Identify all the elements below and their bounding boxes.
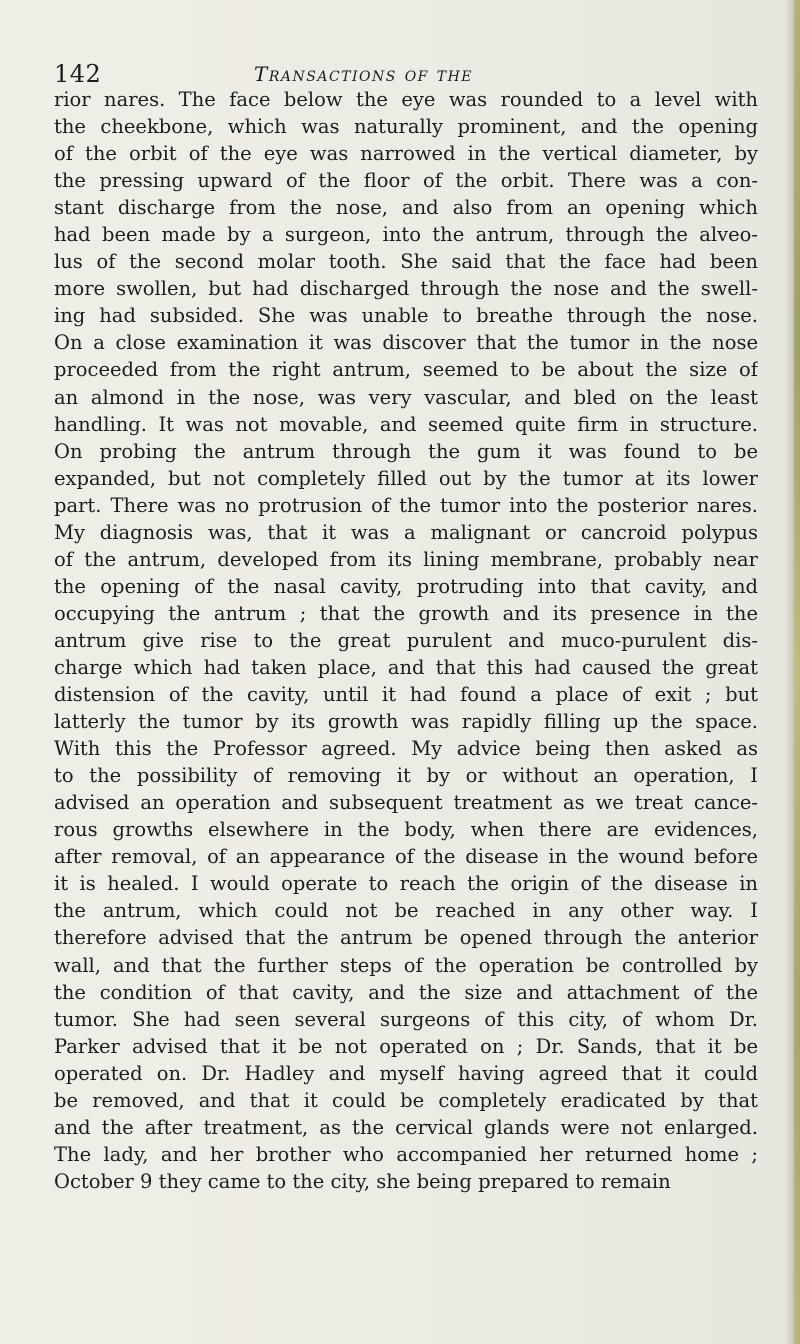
text-line: had been made by a surgeon, into the antrum, through the alveo- [54,223,758,247]
text-line: With this the Professor agreed. My advice being then asked as [54,737,758,761]
body-text [54,86,758,1195]
page-number: 142 [54,60,102,88]
text-line: latterly the tumor by its growth was rapidly filling up the space. [54,710,758,734]
text-line: antrum give rise to the great purulent and muco-purulent dis- [54,628,758,652]
text-line: Parker advised that it be not operated on ; Dr. Sands, that it be [54,1034,758,1058]
text-line: operated on. Dr. Hadley and myself having agreed that it could [54,1061,758,1085]
text-line: therefore advised that the antrum be opened through the anterior [54,926,758,950]
text-line: On probing the antrum through the gum it was found to be [54,439,758,463]
text-line: October 9 they came to the city, she being prepared to remain [54,1169,671,1193]
text-line: of the orbit of the eye was narrowed in the vertical diameter, by [54,142,758,166]
text-line: rous growths elsewhere in the body, when there are evidences, [54,818,758,842]
text-line: the pressing upward of the floor of the orbit. There was a con- [54,169,758,193]
text-line: an almond in the nose, was very vascular, and bled on the least [54,385,758,409]
running-head: Transactions of the [254,62,474,86]
text-line: of the antrum, developed from its lining membrane, probably near [54,547,758,571]
text-line: The lady, and her brother who accompanied her returned home ; [54,1142,758,1166]
text-line: part. There was no protrusion of the tumor into the posterior nares. [54,493,758,517]
text-line: On a close examination it was discover that the tumor in the nose [54,331,758,355]
text-line: My diagnosis was, that it was a malignant or cancroid polypus [54,520,758,544]
text-line: expanded, but not completely filled out by the tumor at its lower [54,466,758,490]
text-line: to the possibility of removing it by or without an operation, I [54,764,758,788]
text-line: the condition of that cavity, and the size and attachment of the [54,980,758,1004]
text-line: be removed, and that it could be completely eradicated by that [54,1088,758,1112]
text-line: ing had subsided. She was unable to breathe through the nose. [54,304,758,328]
text-line: advised an operation and subsequent treatment as we treat cance- [54,791,758,815]
text-line: after removal, of an appearance of the disease in the wound before [54,845,758,869]
text-line: stant discharge from the nose, and also from an opening which [54,196,758,220]
text-line: the cheekbone, which was naturally prominent, and the opening [54,115,758,139]
text-line: rior nares. The face below the eye was rounded to a level with [54,88,758,111]
text-line: tumor. She had seen several surgeons of this city, of whom Dr. [54,1007,758,1031]
text-line: the antrum, which could not be reached in any other way. I [54,899,758,923]
text-line: charge which had taken place, and that this had caused the great [54,655,758,679]
spine-edge [794,0,800,1344]
text-line: proceeded from the right antrum, seemed to be about the size of [54,358,758,382]
text-line: occupying the antrum ; that the growth and its presence in the [54,601,758,625]
text-line: the opening of the nasal cavity, protruding into that cavity, and [54,574,758,598]
text-line: it is healed. I would operate to reach the origin of the disease in [54,872,758,896]
text-line: handling. It was not movable, and seemed quite firm in structure. [54,412,758,436]
text-line: and the after treatment, as the cervical glands were not enlarged. [54,1115,758,1139]
text-line: more swollen, but had discharged through the nose and the swell- [54,277,758,301]
text-line: wall, and that the further steps of the operation be controlled by [54,953,758,977]
text-line: distension of the cavity, until it had found a place of exit ; but [54,683,758,707]
text-line: lus of the second molar tooth. She said that the face had been [54,250,758,274]
